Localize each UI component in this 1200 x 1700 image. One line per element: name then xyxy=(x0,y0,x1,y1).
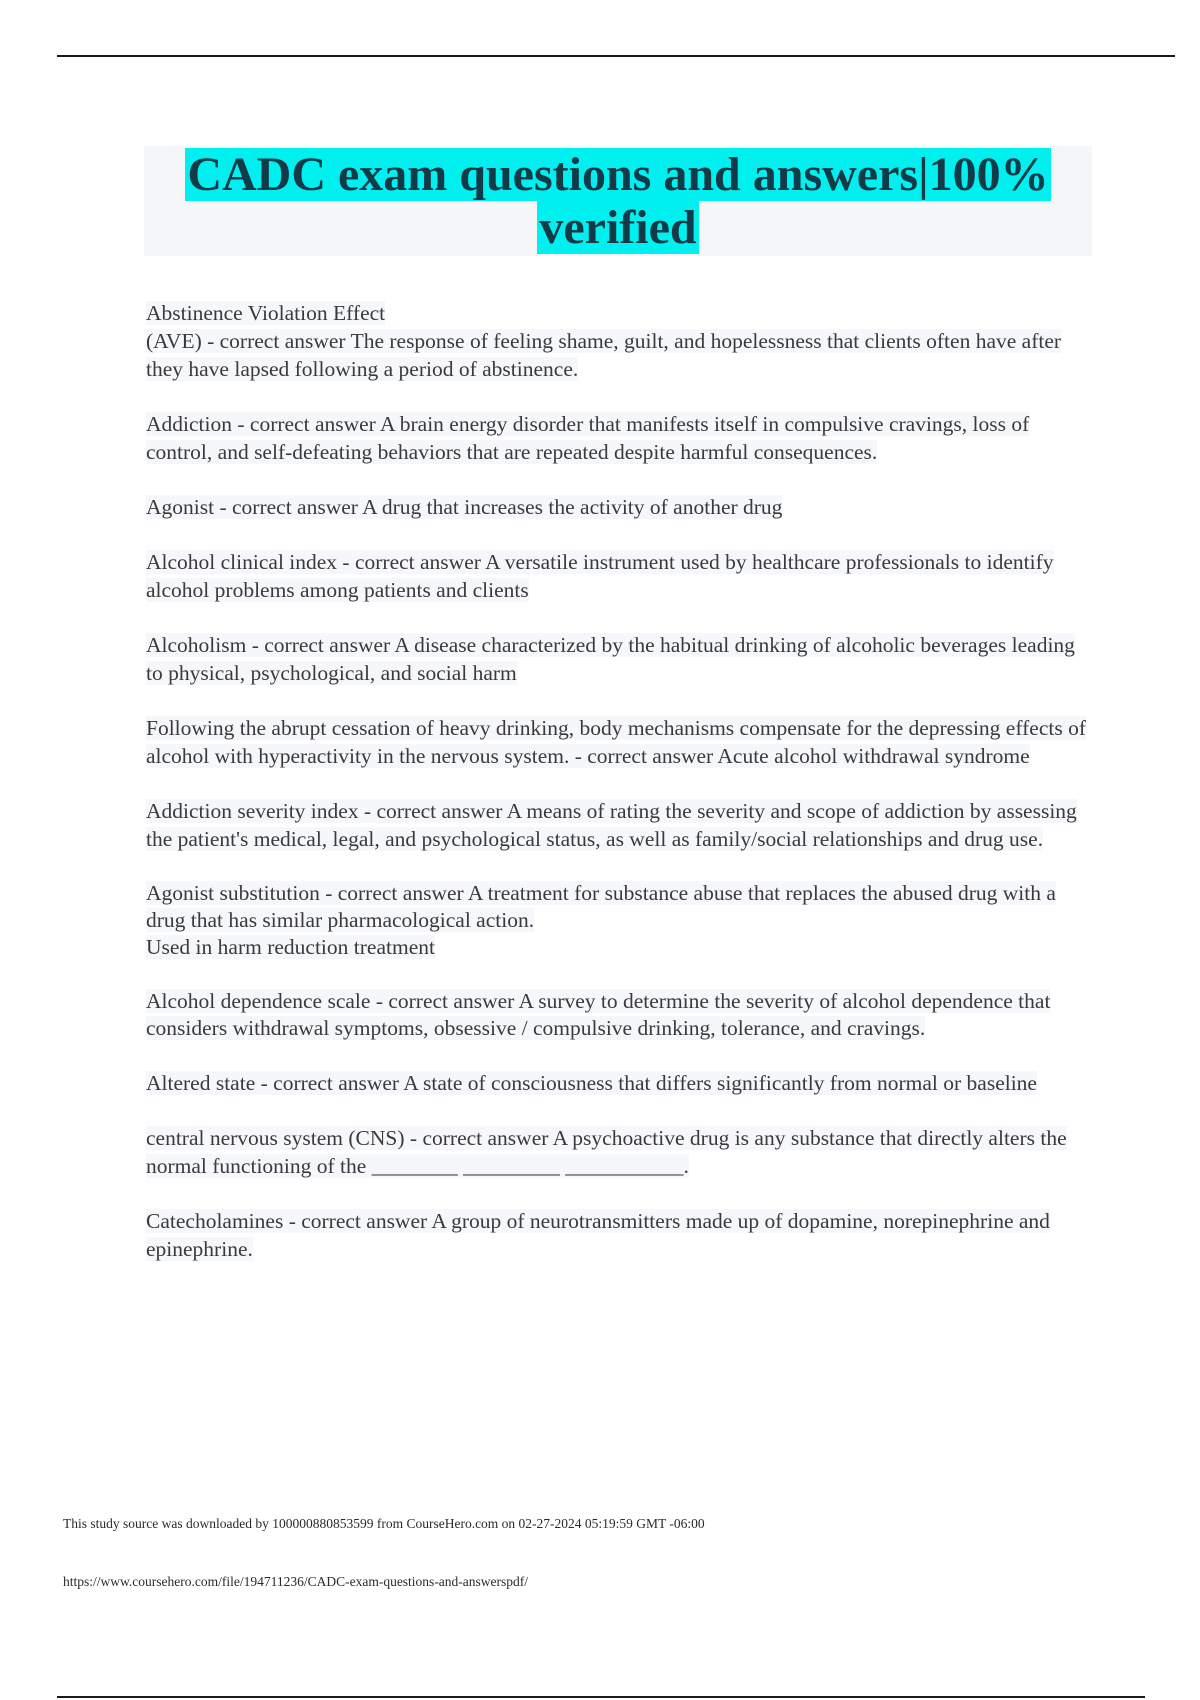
qa-entry xyxy=(146,299,1096,383)
qa-entry-text: Alcohol dependence scale - correct answer A survey to determine the severity of alcohol dependence that considers withdrawal symptoms, obsessive / compulsive drinking, tolerance, and cravings. xyxy=(146,989,1051,1040)
qa-entry xyxy=(146,1069,1096,1097)
qa-entry xyxy=(146,493,1096,521)
qa-entry-text: Following the abrupt cessation of heavy drinking, body mechanisms compensate for the depressing effects of alcohol with hyperactivity in the nervous system. - correct answer Acute alcohol withdrawal syndrome xyxy=(146,716,1086,768)
title-line-2: verified xyxy=(539,201,697,254)
qa-entry xyxy=(146,631,1096,687)
qa-entry-text: Altered state - correct answer A state of consciousness that differs significantly from normal or baseline xyxy=(146,1071,1037,1095)
qa-entry xyxy=(146,1124,1096,1180)
qa-entry xyxy=(146,880,1096,961)
qa-entry xyxy=(146,988,1096,1042)
qa-entry xyxy=(146,714,1096,770)
bottom-divider xyxy=(57,1696,1145,1698)
title-line-1: CADC exam questions and answers|100% xyxy=(187,148,1049,201)
qa-entry xyxy=(146,410,1096,466)
qa-entry-text: Addiction severity index - correct answer A means of rating the severity and scope of addiction by assessing the patient's medical, legal, and psychological status, as well as family/social relationships and drug use. xyxy=(146,799,1077,851)
qa-entry-text: Alcoholism - correct answer A disease characterized by the habitual drinking of alcoholic beverages leading to physical, psychological, and social harm xyxy=(146,633,1075,685)
document-title xyxy=(144,146,1092,254)
top-divider xyxy=(57,55,1175,57)
qa-entry-text: Catecholamines - correct answer A group of neurotransmitters made up of dopamine, norepinephrine and epinephrine. xyxy=(146,1209,1050,1261)
qa-entry-text: Addiction - correct answer A brain energy disorder that manifests itself in compulsive cravings, loss of control, and self-defeating behaviors that are repeated despite harmful consequences. xyxy=(146,412,1030,464)
qa-entry-text: Alcohol clinical index - correct answer A versatile instrument used by healthcare professionals to identify alcohol problems among patients and clients xyxy=(146,550,1054,602)
qa-entry-text: central nervous system (CNS) - correct answer A psychoactive drug is any substance that directly alters the normal functioning of the ________ _________ ___________. xyxy=(146,1126,1067,1178)
qa-entry xyxy=(146,548,1096,604)
qa-entry xyxy=(146,797,1096,853)
source-url[interactable]: https://www.coursehero.com/file/194711236/CADC-exam-questions-and-answerspdf/ xyxy=(63,1574,529,1589)
qa-entry xyxy=(146,1207,1096,1263)
download-source-note: This study source was downloaded by 100000880853599 from CourseHero.com on 02-27-2024 05:19:59 GMT -06:00 xyxy=(63,1516,705,1531)
qa-entry-text: Agonist - correct answer A drug that increases the activity of another drug xyxy=(146,495,783,519)
title-block xyxy=(144,146,1092,256)
qa-entry-text: Abstinence Violation Effect (AVE) - correct answer The response of feeling shame, guilt, and hopelessness that clients often have after they have lapsed following a period of abstinence. xyxy=(146,301,1062,381)
qa-entry-text: Agonist substitution - correct answer A treatment for substance abuse that replaces the abused drug with a drug that has similar pharmacological action. Used in harm reduction treatment xyxy=(146,881,1056,959)
qa-list xyxy=(146,299,1096,1290)
